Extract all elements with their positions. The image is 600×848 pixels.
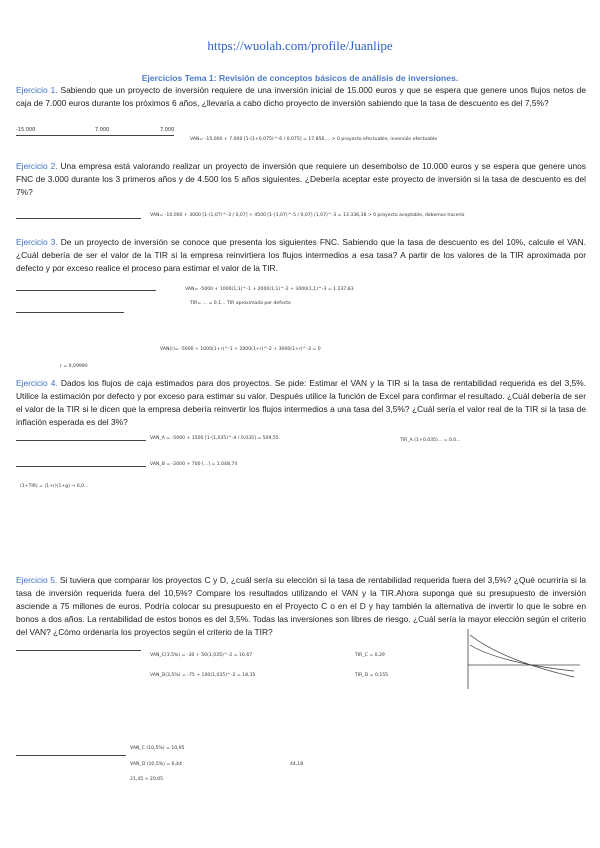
e5-handwritten-van-d-105: VAN_D (10,5%) = 6,44 [130, 762, 182, 767]
e1-handwritten-initial: -15.000 [16, 127, 36, 133]
exercise-2 [16, 160, 586, 199]
exercise-1 [16, 84, 586, 110]
e1-handwritten-flow-end: 7.000 [160, 127, 175, 133]
exercise-4-text: Dados los flujos de caja estimados para dos proyectos. Se pide: Estimar el VAN y la TIR si la tasa de rentabilidad requerida es del 3,5%. Utilice la estimación por defecto y por exceso para estimar su valor. Después utilice la función de Excel para confirmar el resultado. ¿Cuál debería de ser el valor de la TIR si le dicen que la empresa debería reinvertir los flujos intermedios a una tasa del 3,5%? ¿Cuál sería el valor real de la TIR si la tasa de inflación esperada es del 3%? [16, 378, 586, 427]
e5-handwritten-compare: 21,45 > 20,05 [130, 777, 164, 782]
e3-handwritten-van: VAN= -5000 + 1000(1,1)^-1 + 2000(1,1)^-2 + 3000(1,1)^-3 = 1.237,83 [185, 287, 354, 292]
exercise-5-label: Ejercicio 5. [16, 575, 58, 585]
exercise-3-label: Ejercicio 3. [16, 237, 58, 247]
e4-handwritten-van-a: VAN_A = -5000 + 1500 [1-(1,035)^-4 / 0,035] = 509,55 [150, 436, 279, 441]
e3-handwritten-result: r = 0,09990 [60, 364, 88, 369]
e5-van-profile-graph [464, 625, 584, 695]
e4-handwritten-van-b: VAN_B = -2000 + 700 [...] = 1.048,74 [150, 462, 238, 467]
e5-handwritten-tir-c: TIR_C = 0,29 [355, 653, 385, 658]
e4-handwritten-inflation: (1+TIR) = (1+r)(1+g) → 0,0... [20, 484, 89, 489]
e3-timeline [16, 290, 156, 291]
exercise-5-text: Si tuviera que comparar los proyectos C y D, ¿cuál sería su elección si la tasa de rentabilidad requerida fuera del 3,5%? ¿Qué ocurriría si la tasa de inversión requerida fuera del 10,5%? Compare los resultados utilizando el VAN y la TIR.Ahora suponga que su presupuesto de inversión asciende a 75 millones de euros. Podría colocar su presupuesto en el Proyecto C o en el D y hay también la alternativa de invertir lo que le sobre en bonos a dos años. La rentabilidad de estos bonos es del 3,5%. Todas las inversiones son libres de riesgo. ¿Cuál sería la mayor elección según el criterio del VAN? ¿Cómo ordenaría los proyectos según el criterio de la TIR? [16, 575, 586, 637]
exercise-1-text: Sabiendo que un proyecto de inversión requiere de una inversión inicial de 15.000 euros y que se espera que genere unos flujos netos de caja de 7.000 euros durante los próximos 6 años, ¿llevaría a cabo dicho proyecto de inversión sabiendo que la tasa de descuento es del 7,5%? [16, 85, 586, 108]
e5-handwritten-van-c: VAN_C(3,5%) = -30 + 50(1,035)^-2 = 16,67 [150, 653, 253, 658]
e5-rule-bottom [16, 755, 126, 756]
e4-handwritten-tir: TIR_A (1+0,035)... = 0,0... [400, 438, 461, 443]
e4-timeline-a [16, 440, 146, 441]
exercise-4 [16, 377, 586, 429]
e4-timeline-b [16, 466, 146, 467]
e5-handwritten-van-d: VAN_D(3,5%) = -75 + 100(1,035)^-2 = 18,35 [150, 673, 256, 678]
e2-timeline [16, 218, 141, 219]
e5-timeline [16, 650, 141, 651]
exercise-3-text: De un proyecto de inversión se conoce que presenta los siguientes FNC. Sabiendo que la tasa de descuento es del 10%, calcule el VAN. ¿Cuál debería de ser el valor de la TIR si la empresa reinvirtiera los flujos intermedios a esa tasa? A partir de los valores de la TIR aproximada por defecto y por exceso realice el proceso para estimar el valor de la TIR. [16, 237, 586, 273]
e3-rule [16, 312, 124, 313]
exercise-3 [16, 236, 586, 275]
e1-handwritten-flow: 7.000 [95, 127, 110, 133]
exercise-2-text: Una empresa está valorando realizar un proyecto de inversión que requiere un desembolso de 10.000 euros y se espera que genere unos FNC de 3.000 durante los 3 primeros años y de 4.500 los 5 años siguientes. ¿Debería aceptar este proyecto de inversión si la tasa de descuento es del 7%? [16, 161, 586, 197]
e1-timeline [16, 135, 174, 136]
e5-handwritten-value: 44,18 [290, 762, 304, 767]
e3-handwritten-tir: TIR= ... = 0,1... TIR aproximada por defecto [190, 301, 291, 306]
exercise-2-label: Ejercicio 2. [16, 161, 58, 171]
exercise-1-label: Ejercicio 1. [16, 85, 58, 95]
e5-handwritten-van-c-105: VAN_C (10,5%) = 10,95 [130, 746, 185, 751]
exercise-4-label: Ejercicio 4. [16, 378, 58, 388]
document-title: Ejercicios Tema 1: Revisión de conceptos básicos de análisis de inversiones. [141, 73, 459, 83]
profile-link[interactable]: https://wuolah.com/profile/Juanlipe [207, 38, 393, 53]
e1-handwritten-formula: VAN= -15.000 + 7.000 [1-(1+0,075)^-6 / 0,075] = 17.856,... > 0 proyecto efectuable, inversión efectuable [190, 137, 438, 142]
e2-handwritten-formula: VAN= -10.000 + 3000 [1-(1,07)^-3 / 0,07] + 4500 [1-(1,07)^-5 / 0,07] (1,07)^-3 = 13.336,38 > 0 proyecto aceptable, debemos hacerlo [150, 213, 465, 218]
e5-handwritten-tir-d: TIR_D = 0,155 [355, 673, 389, 678]
e3-handwritten-equation: VAN(r)= -5000 + 1000(1+r)^-1 + 2000(1+r)^-2 + 3000(1+r)^-3 = 0 [160, 347, 321, 352]
